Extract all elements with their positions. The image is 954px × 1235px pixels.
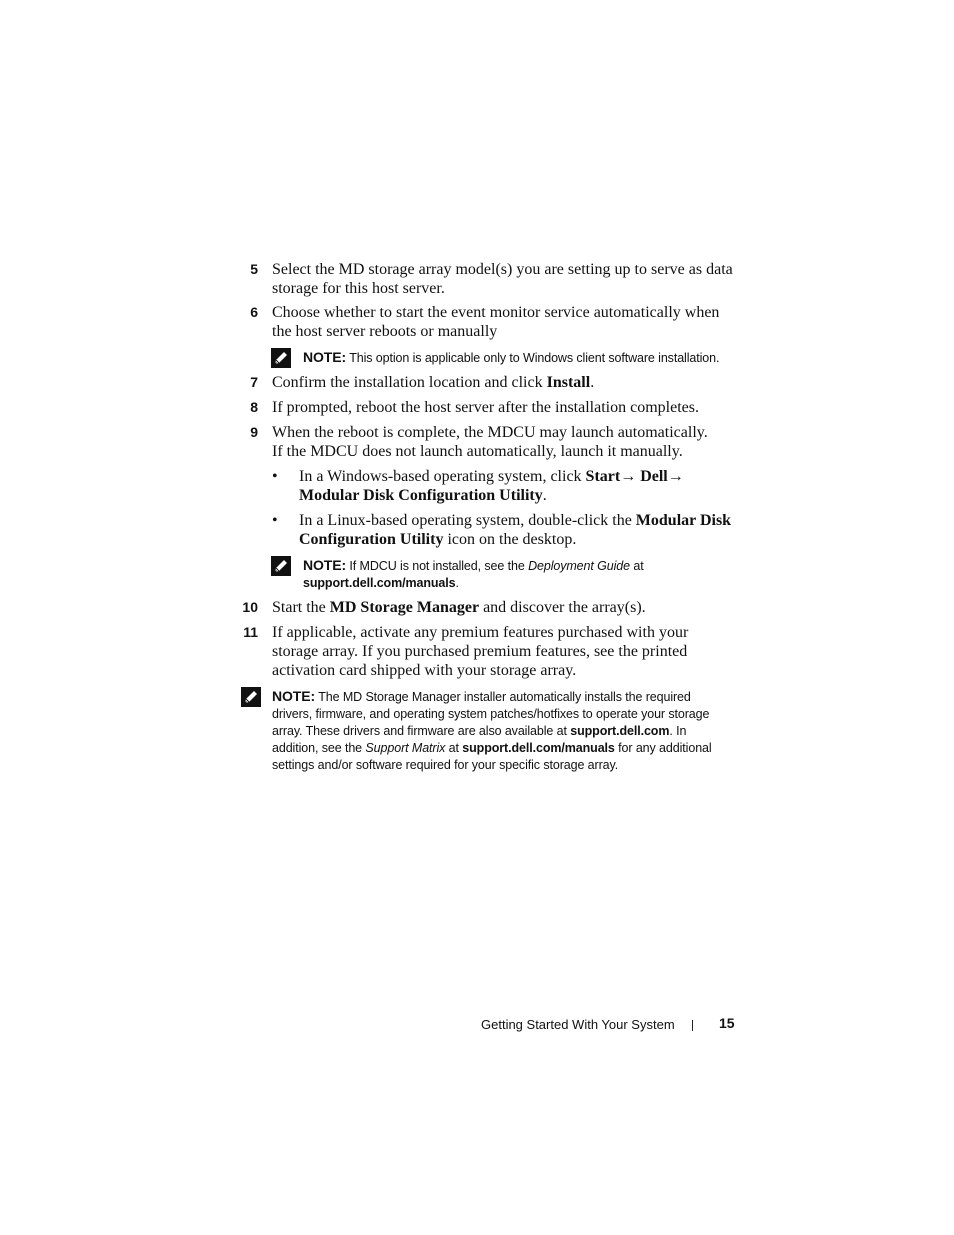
mdcu-icon-label: Modular Disk Configuration Utility [299,512,732,548]
start-menu-label: Start [585,468,621,485]
bullet-windows [299,467,740,505]
note-3-post: for any additional settings and/or software required for your specific storage array. [272,741,712,772]
step-7-post: . [590,374,595,391]
footer-title: Getting Started With Your System [481,1017,675,1032]
note-2-mid: at [630,559,644,573]
bullet-linux-post: icon on the desktop. [443,531,577,548]
step-10-text [272,598,740,617]
step-10-post: and discover the array(s). [479,599,646,616]
support-matrix-title: Support Matrix [365,741,446,755]
step-number: 8 [250,399,258,415]
page-number: 15 [719,1015,735,1031]
step-7-text [272,373,740,392]
md-storage-manager-ref: MD Storage Manager [342,690,461,704]
install-label: Install [546,374,591,391]
step-9-line-1: When the reboot is complete, the MDCU may launch automatically. [272,424,708,441]
step-number: 10 [242,599,258,615]
step-number: 7 [250,374,258,390]
note-1-text: This option is applicable only to Windows client software installation. [346,351,720,365]
manuals-url: support.dell.com/manuals [303,576,456,590]
bullet-windows-post: . [542,487,547,504]
step-5-text: Select the MD storage array model(s) you are setting up to serve as data storage for this host server. [272,261,733,297]
bullet-symbol: • [272,512,278,529]
step-6-text: Choose whether to start the event monitor service automatically when the host server reboots or manually [272,304,720,340]
step-number: 5 [250,261,258,277]
note-pencil-icon [271,556,291,576]
note-label: NOTE: [303,349,347,365]
note-3-mid-2: . In addition, see the [272,724,687,755]
note-3-mid-3: at [445,741,463,755]
step-number: 9 [250,424,258,440]
note-3 [272,688,734,774]
mdcu-menu-label: Modular Disk Configuration Utility [299,487,543,504]
note-2-pre: If MDCU is not installed, see the [346,559,529,573]
deployment-guide-title: Deployment Guide [528,559,630,573]
note-label: NOTE: [303,557,347,573]
footer-separator [692,1020,693,1031]
step-8-text: If prompted, reboot the host server after the installation completes. [272,399,699,416]
step-9-line-2: If the MDCU does not launch automatically, launch it manually. [272,443,683,460]
step-9-text [272,423,740,461]
arrow-icon: → [620,468,641,485]
note-label: NOTE: [272,688,316,704]
bullet-linux [299,511,740,549]
step-10-pre: Start the [272,599,330,616]
note-3-mid-1: installer automatically installs the required drivers, firmware, and operating system patches/hotfixes to operate your storage array. These drivers and firmware are also available at [272,690,710,738]
bullet-symbol: • [272,468,278,485]
md-storage-manager-label: MD Storage Manager [329,599,480,616]
note-1 [303,349,753,367]
manuals-url: support.dell.com/manuals [462,741,615,755]
bullet-linux-pre: In a Linux-based operating system, double-click the [299,512,636,529]
step-number: 6 [250,304,258,320]
arrow-icon: → [667,468,684,485]
step-11-text: If applicable, activate any premium features purchased with your storage array. If you purchased premium features, see the printed activation card shipped with your storage array. [272,624,689,679]
support-url: support.dell.com [570,724,670,738]
bullet-windows-pre: In a Windows-based operating system, click [299,468,586,485]
step-number: 11 [243,624,258,640]
note-2-post: . [455,576,459,590]
dell-menu-label: Dell [640,468,668,485]
note-pencil-icon [271,348,291,368]
note-2 [303,557,743,592]
note-3-pre: The [315,690,343,704]
note-pencil-icon [241,687,261,707]
step-7-pre: Confirm the installation location and click [272,374,547,391]
